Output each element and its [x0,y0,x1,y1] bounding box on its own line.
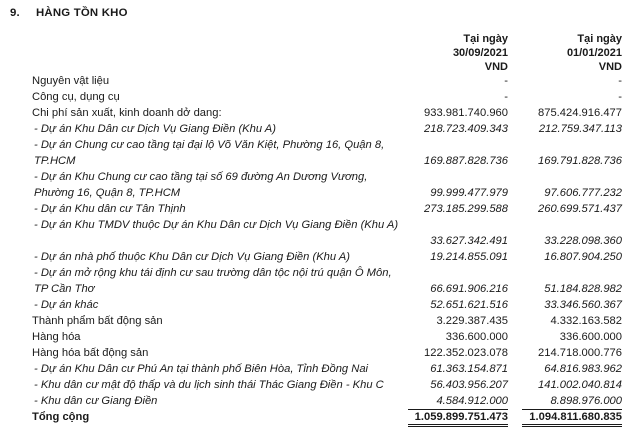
value-01-01-2021: 33.228.098.360 [544,235,622,247]
row-label: Nguyên vật liệu [32,75,110,87]
value-30-09-2021: - [504,91,508,103]
row-label: Tổng cộng [32,411,90,423]
value-01-01-2021: 33.346.560.367 [544,299,622,311]
table-subrow [0,361,636,377]
value-01-01-2021: 336.600.000 [559,331,622,343]
value-30-09-2021: 273.185.299.588 [424,203,508,215]
column-header-date: 30/09/2021 [452,47,508,59]
table-subrow [0,217,636,249]
row-label: - Khu dân cư mật độ thấp và du lịch sinh thái Thác Giang Điền - Khu C [34,379,384,391]
section-number: 9. [10,7,20,19]
row-label: - Dự án nhà phố thuộc Khu Dân cư Dịch Vụ Giang Điền (Khu A) [34,251,350,263]
column-header-line1: Tại ngày [463,33,508,45]
section-heading [10,7,128,19]
value-30-09-2021: 66.691.906.216 [430,283,508,295]
value-01-01-2021: 141.002.040.814 [538,379,622,391]
table-row [0,345,636,361]
row-label: Chi phí sản xuất, kinh doanh dở dang: [32,107,222,119]
value-30-09-2021: 3.229.387.435 [436,315,508,327]
value-30-09-2021: 336.600.000 [445,331,508,343]
column-header-01-01-2021 [512,32,622,74]
row-label: - Dự án Khu Dân cư Phú An tại thành phố Biên Hòa, Tỉnh Đồng Nai [34,363,369,375]
total-rule-double [408,426,508,427]
value-01-01-2021: 8.898.976.000 [550,395,622,407]
row-label: - Dự án mở rộng khu tái định cư sau trường dân tộc nội trú quận Ô Môn, TP Cần Thơ [34,267,392,295]
section-title: HÀNG TỒN KHO [36,7,128,19]
table-subrow [0,121,636,137]
value-30-09-2021: - [504,75,508,87]
row-label: Hàng hóa bất động sản [32,347,149,359]
row-label: Hàng hóa [32,331,81,343]
value-30-09-2021: 933.981.740.960 [424,107,508,119]
value-30-09-2021: 4.584.912.000 [436,395,508,407]
total-rule-bottom [522,424,622,425]
table-row [0,89,636,105]
value-01-01-2021: 64.816.983.962 [544,363,622,375]
value-30-09-2021: 19.214.855.091 [430,251,508,263]
total-rule-double [522,426,622,427]
row-label: Thành phẩm bất động sản [32,315,163,327]
value-01-01-2021: 16.807.904.250 [544,251,622,263]
value-30-09-2021: 169.887.828.736 [424,155,508,167]
table-row [0,313,636,329]
table-subrow [0,169,636,201]
value-30-09-2021: 33.627.342.491 [430,235,508,247]
row-label: Công cụ, dụng cụ [32,91,120,103]
row-label: - Khu dân cư Giang Điền [34,395,158,407]
table-subrow [0,377,636,393]
row-label: - Dự án Khu TMDV thuộc Dự án Khu Dân cư Dịch Vụ Giang Điền (Khu A) [34,219,399,231]
total-row [0,409,636,425]
value-01-01-2021: - [618,75,622,87]
value-30-09-2021: 218.723.409.343 [424,123,508,135]
column-header-currency: VND [598,61,622,73]
row-label: - Dự án khác [34,299,99,311]
table-row [0,329,636,345]
table-row [0,73,636,89]
table-row [0,105,636,121]
column-header-30-09-2021 [398,32,508,74]
value-30-09-2021: 99.999.477.979 [430,187,508,199]
value-01-01-2021: 875.424.916.477 [538,107,622,119]
value-30-09-2021: 1.059.899.751.473 [414,411,508,423]
column-header-date: 01/01/2021 [566,47,622,59]
value-01-01-2021: 260.699.571.437 [538,203,622,215]
column-header-line1: Tại ngày [577,33,622,45]
value-30-09-2021: 122.352.023.078 [424,347,508,359]
value-01-01-2021: 169.791.828.736 [538,155,622,167]
value-01-01-2021: 214.718.000.776 [538,347,622,359]
value-01-01-2021: 97.606.777.232 [544,187,622,199]
row-label: - Dự án Khu Dân cư Dịch Vụ Giang Điền (Khu A) [34,123,276,135]
row-label: - Dự án Khu dân cư Tân Thịnh [34,203,186,215]
value-01-01-2021: 51.184.828.982 [544,283,622,295]
value-01-01-2021: 212.759.347.113 [538,123,622,135]
value-30-09-2021: 56.403.956.207 [430,379,508,391]
value-30-09-2021: 61.363.154.871 [430,363,508,375]
row-label: - Dự án Chung cư cao tầng tại đại lộ Võ Văn Kiệt, Phường 16, Quận 8, TP.HCM [34,139,385,167]
total-rule-bottom [408,424,508,425]
column-header-currency: VND [484,61,508,73]
value-30-09-2021: 52.651.621.516 [430,299,508,311]
table-subrow [0,297,636,313]
value-01-01-2021: 4.332.163.582 [550,315,622,327]
row-label: - Dự án Khu Chung cư cao tầng tại số 69 đường An Dương Vương, Phường 16, Quận 8, TP.HCM [34,171,368,199]
table-subrow [0,137,636,169]
value-01-01-2021: 1.094.811.680.835 [529,411,622,423]
table-subrow [0,249,636,265]
table-subrow [0,201,636,217]
table-subrow [0,393,636,409]
value-01-01-2021: - [618,91,622,103]
table-subrow [0,265,636,297]
